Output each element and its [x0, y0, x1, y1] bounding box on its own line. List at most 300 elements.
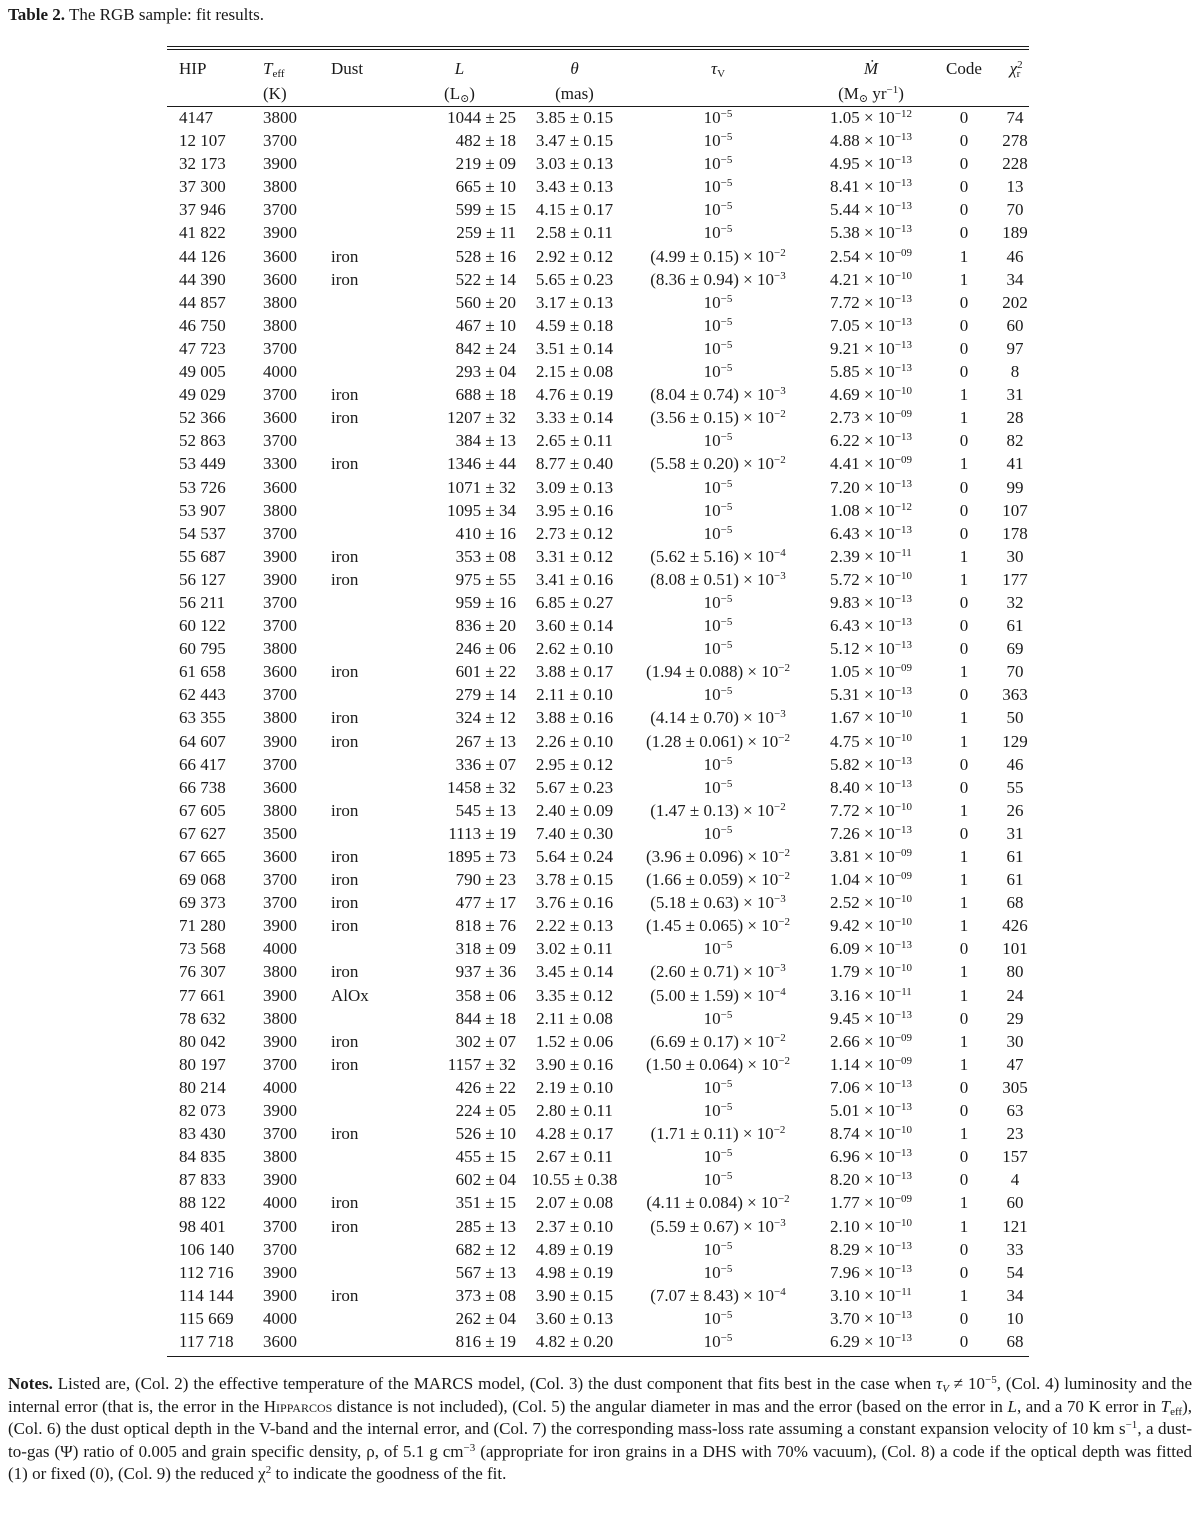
cell-hip: 76 307: [179, 962, 226, 982]
cell-chi: 23: [1006, 1124, 1024, 1144]
cell-dust: iron: [331, 662, 359, 682]
cell-tau: $10^{-5}$: [703, 338, 733, 358]
cell-mdot: $4.41 \times 10^{-09}$: [829, 454, 913, 474]
cell-code: 0: [959, 1101, 969, 1121]
cell-tau: $10^{-5}$: [703, 108, 733, 127]
cell-dust: [331, 129, 403, 152]
cell-tau: $10^{-5}$: [703, 1308, 733, 1328]
cell-code: 0: [959, 200, 969, 220]
table-top-rule-2: [167, 49, 1029, 50]
cell-luminosity: 1113 ± 19: [448, 823, 516, 843]
cell-theta: 8.77 ± 0.40: [535, 454, 614, 474]
cell-hip: 83 430: [179, 1124, 226, 1144]
cell-theta: 2.58 ± 0.11: [536, 223, 613, 243]
cell-code: 1: [959, 385, 969, 405]
cell-luminosity: 267 ± 13: [455, 731, 516, 751]
cell-theta: 3.90 ± 0.16: [535, 1054, 614, 1074]
cell-chi: 61: [1006, 870, 1024, 890]
cell-tau: $(3.96 \pm 0.096) \times 10^{-2}$: [646, 847, 790, 866]
cell-luminosity: 224 ± 05: [455, 1101, 516, 1121]
cell-dust: iron: [331, 893, 359, 913]
cell-code: 0: [959, 639, 969, 659]
cell-hip: 69 068: [179, 870, 226, 890]
cell-theta: 2.15 ± 0.08: [535, 362, 614, 382]
cell-chi: 74: [1006, 108, 1024, 127]
cell-tau: $10^{-5}$: [703, 639, 733, 659]
cell-hip: 69 373: [179, 893, 226, 913]
table-row: [167, 868, 1041, 891]
header-teff-unit: (K): [263, 84, 287, 103]
cell-mdot: $3.81 \times 10^{-09}$: [829, 847, 913, 866]
cell-teff: 4000: [263, 1193, 297, 1213]
header-luminosity-unit: $(L_⊙)$: [444, 84, 475, 105]
table-header: [167, 56, 1041, 106]
cell-hip: 77 661: [179, 985, 226, 1005]
cell-chi: 33: [1006, 1239, 1024, 1259]
cell-tau: $10^{-5}$: [703, 292, 733, 312]
cell-theta: 2.62 ± 0.10: [535, 639, 614, 659]
cell-tau: $(5.59 \pm 0.67) \times 10^{-3}$: [650, 1216, 786, 1236]
cell-teff: 3600: [263, 847, 297, 866]
cell-chi: 426: [1002, 916, 1028, 936]
cell-theta: 3.76 ± 0.16: [535, 893, 614, 913]
cell-theta: 2.22 ± 0.13: [535, 916, 614, 936]
cell-code: 0: [959, 939, 969, 959]
header-tau: [633, 56, 803, 81]
table-row: [167, 845, 1041, 868]
cell-theta: 3.02 ± 0.11: [536, 939, 613, 959]
cell-dust: iron: [331, 1031, 359, 1051]
cell-tau: $10^{-5}$: [703, 1239, 733, 1259]
cell-teff: 3900: [263, 546, 297, 566]
table-row: [167, 706, 1041, 729]
cell-luminosity: 1071 ± 32: [447, 477, 516, 497]
cell-dust: [331, 1076, 403, 1099]
cell-chi: 121: [1002, 1216, 1028, 1236]
cell-luminosity: 246 ± 06: [455, 639, 516, 659]
cell-teff: 3700: [263, 131, 297, 151]
cell-mdot: $7.05 \times 10^{-13}$: [829, 315, 913, 335]
cell-luminosity: 426 ± 22: [455, 1077, 516, 1097]
cell-tau: $(4.11 \pm 0.084) \times 10^{-2}$: [646, 1193, 790, 1213]
cell-mdot: $4.69 \times 10^{-10}$: [829, 385, 913, 405]
cell-mdot: $1.08 \times 10^{-12}$: [829, 500, 913, 520]
cell-hip: 60 122: [179, 616, 226, 636]
table-row: [167, 152, 1041, 175]
cell-code: 1: [959, 1124, 969, 1144]
cell-tau: $(6.69 \pm 0.17) \times 10^{-2}$: [650, 1031, 786, 1051]
cell-dust: [331, 175, 403, 198]
cell-luminosity: 410 ± 16: [455, 523, 516, 543]
cell-mdot: $7.20 \times 10^{-13}$: [829, 477, 913, 497]
table-row: [167, 452, 1041, 475]
cell-theta: 3.33 ± 0.14: [535, 408, 614, 428]
cell-chi: 178: [1002, 523, 1028, 543]
cell-hip: 37 300: [179, 177, 226, 197]
cell-code: 1: [959, 708, 969, 728]
table-row: [167, 637, 1041, 660]
cell-dust: [331, 198, 403, 221]
header-theta: [516, 56, 633, 81]
cell-tau: $(5.62 \pm 5.16) \times 10^{-4}$: [650, 546, 786, 566]
cell-teff: 3800: [263, 1008, 297, 1028]
cell-mdot: $1.14 \times 10^{-09}$: [829, 1054, 913, 1074]
table-row: [167, 1284, 1041, 1307]
cell-tau: $(1.94 \pm 0.088) \times 10^{-2}$: [646, 662, 790, 682]
table-top-rule: [167, 46, 1029, 47]
header-tau-symbol: τ: [710, 59, 718, 78]
cell-mdot: $2.52 \times 10^{-10}$: [829, 893, 913, 913]
cell-teff: 3600: [263, 477, 297, 497]
cell-dust: [331, 753, 403, 776]
cell-luminosity: 816 ± 19: [455, 1331, 516, 1351]
cell-tau: $10^{-5}$: [703, 315, 733, 335]
cell-dust: [331, 476, 403, 499]
cell-chi: 34: [1006, 269, 1024, 289]
cell-mdot: $1.05 \times 10^{-12}$: [829, 108, 913, 127]
cell-tau: $10^{-5}$: [703, 200, 733, 220]
cell-theta: 2.40 ± 0.09: [535, 800, 614, 820]
cell-tau: $10^{-5}$: [703, 477, 733, 497]
cell-hip: 115 669: [179, 1308, 234, 1328]
cell-theta: 2.37 ± 0.10: [535, 1216, 614, 1236]
cell-teff: 3600: [263, 246, 297, 266]
cell-teff: 3600: [263, 777, 297, 797]
cell-code: 0: [959, 1239, 969, 1259]
cell-luminosity: 602 ± 04: [455, 1170, 516, 1190]
cell-theta: 10.55 ± 0.38: [531, 1170, 618, 1190]
cell-hip: 106 140: [179, 1239, 235, 1259]
cell-mdot: $6.96 \times 10^{-13}$: [829, 1147, 913, 1167]
cell-theta: 3.41 ± 0.16: [535, 569, 614, 589]
cell-teff: 3800: [263, 962, 297, 982]
cell-theta: 2.07 ± 0.08: [535, 1193, 614, 1213]
cell-hip: 52 863: [179, 431, 226, 451]
cell-teff: 3600: [263, 1331, 297, 1351]
cell-theta: 2.92 ± 0.12: [535, 246, 614, 266]
cell-mdot: $1.67 \times 10^{-10}$: [829, 708, 913, 728]
cell-tau: $(3.56 \pm 0.15) \times 10^{-2}$: [650, 408, 786, 428]
cell-luminosity: 279 ± 14: [455, 685, 516, 705]
cell-hip: 46 750: [179, 315, 226, 335]
header-hip: HIP: [179, 59, 207, 78]
cell-mdot: $3.10 \times 10^{-11}$: [830, 1285, 912, 1305]
header-dust: Dust: [331, 59, 364, 78]
cell-code: 1: [959, 1193, 969, 1213]
cell-code: 0: [959, 500, 969, 520]
header-tau-sub: V: [717, 68, 726, 80]
cell-dust: [331, 1099, 403, 1122]
cell-theta: 4.98 ± 0.19: [535, 1262, 614, 1282]
cell-mdot: $2.39 \times 10^{-11}$: [830, 546, 912, 566]
cell-mdot: $9.42 \times 10^{-10}$: [829, 916, 913, 936]
table-row: [167, 1191, 1041, 1214]
cell-code: 0: [959, 1331, 969, 1351]
cell-code: 0: [959, 754, 969, 774]
table-row: [167, 799, 1041, 822]
cell-chi: 177: [1002, 569, 1028, 589]
cell-luminosity: 526 ± 10: [455, 1124, 516, 1144]
table-row: [167, 106, 1041, 129]
cell-dust: AlOx: [331, 985, 369, 1005]
cell-mdot: $1.05 \times 10^{-09}$: [829, 662, 913, 682]
cell-theta: 4.15 ± 0.17: [535, 200, 614, 220]
cell-mdot: $5.31 \times 10^{-13}$: [829, 685, 913, 705]
cell-theta: 3.35 ± 0.12: [535, 985, 614, 1005]
cell-tau: $(8.04 \pm 0.74) \times 10^{-3}$: [650, 385, 786, 405]
cell-teff: 3900: [263, 1031, 297, 1051]
cell-tau: $10^{-5}$: [703, 685, 733, 705]
table-row: [167, 1145, 1041, 1168]
cell-code: 1: [959, 246, 969, 266]
header-chi: [989, 56, 1041, 81]
cell-hip: 54 537: [179, 523, 226, 543]
cell-dust: [331, 221, 403, 244]
cell-dust: iron: [331, 800, 359, 820]
cell-luminosity: 1207 ± 32: [447, 408, 516, 428]
cell-chi: 60: [1006, 315, 1024, 335]
table-row: [167, 730, 1041, 753]
cell-teff: 3900: [263, 1285, 297, 1305]
cell-chi: 99: [1006, 477, 1024, 497]
cell-teff: 3800: [263, 292, 297, 312]
cell-theta: 3.51 ± 0.14: [535, 338, 614, 358]
table-row: [167, 129, 1041, 152]
cell-dust: [331, 1168, 403, 1191]
cell-mdot: $3.16 \times 10^{-11}$: [830, 985, 912, 1005]
table-row: [167, 1238, 1041, 1261]
cell-chi: 157: [1002, 1147, 1028, 1167]
cell-luminosity: 545 ± 13: [455, 800, 516, 820]
cell-teff: 3700: [263, 893, 297, 913]
cell-luminosity: 318 ± 09: [455, 939, 516, 959]
cell-theta: 4.82 ± 0.20: [535, 1331, 614, 1351]
cell-tau: $10^{-5}$: [703, 1008, 733, 1028]
cell-hip: 44 390: [179, 269, 226, 289]
cell-mdot: $3.70 \times 10^{-13}$: [829, 1308, 913, 1328]
cell-luminosity: 836 ± 20: [455, 616, 516, 636]
table-bottom-rule: [167, 1356, 1029, 1357]
cell-mdot: $4.75 \times 10^{-10}$: [829, 731, 913, 751]
cell-teff: 3700: [263, 592, 297, 612]
cell-code: 1: [959, 800, 969, 820]
cell-code: 0: [959, 685, 969, 705]
cell-luminosity: 601 ± 22: [455, 662, 516, 682]
table-row: [167, 245, 1041, 268]
cell-theta: 2.65 ± 0.11: [536, 431, 613, 451]
cell-teff: 3900: [263, 985, 297, 1005]
table-row: [167, 1053, 1041, 1076]
cell-chi: 70: [1006, 200, 1024, 220]
cell-tau: $(5.00 \pm 1.59) \times 10^{-4}$: [650, 985, 786, 1005]
cell-tau: $10^{-5}$: [703, 592, 733, 612]
cell-dust: [331, 591, 403, 614]
cell-chi: 228: [1002, 154, 1028, 174]
cell-hip: 117 718: [179, 1331, 234, 1351]
cell-dust: iron: [331, 246, 359, 266]
cell-mdot: $8.40 \times 10^{-13}$: [829, 777, 913, 797]
cell-chi: 31: [1006, 823, 1024, 843]
cell-chi: 69: [1006, 639, 1024, 659]
header-teff-sub: eff: [272, 68, 285, 80]
table-row: [167, 175, 1041, 198]
header-luminosity-symbol: L: [454, 59, 465, 78]
cell-mdot: $5.82 \times 10^{-13}$: [829, 754, 913, 774]
cell-hip: 12 107: [179, 131, 226, 151]
cell-teff: 3700: [263, 616, 297, 636]
cell-tau: $(1.28 \pm 0.061) \times 10^{-2}$: [646, 731, 790, 751]
cell-teff: 3800: [263, 500, 297, 520]
cell-code: 0: [959, 1008, 969, 1028]
cell-tau: $10^{-5}$: [703, 1147, 733, 1167]
cell-luminosity: 336 ± 07: [455, 754, 516, 774]
cell-luminosity: 358 ± 06: [455, 985, 516, 1005]
header-theta-unit: (mas): [555, 84, 594, 103]
cell-code: 1: [959, 870, 969, 890]
cell-luminosity: 959 ± 16: [455, 592, 516, 612]
cell-theta: 2.19 ± 0.10: [535, 1077, 614, 1097]
cell-theta: 4.89 ± 0.19: [535, 1239, 614, 1259]
cell-chi: 29: [1006, 1008, 1024, 1028]
cell-mdot: $5.01 \times 10^{-13}$: [829, 1101, 913, 1121]
cell-luminosity: 975 ± 55: [455, 569, 516, 589]
cell-mdot: $4.21 \times 10^{-10}$: [829, 269, 913, 289]
table-row: [167, 360, 1041, 383]
cell-theta: 2.11 ± 0.10: [536, 685, 613, 705]
cell-chi: 10: [1006, 1308, 1024, 1328]
cell-teff: 3600: [263, 408, 297, 428]
cell-code: 0: [959, 1262, 969, 1282]
cell-tau: $(2.60 \pm 0.71) \times 10^{-3}$: [650, 962, 786, 982]
cell-tau: $(1.47 \pm 0.13) \times 10^{-2}$: [650, 800, 786, 820]
header-chi-sub: r: [1016, 68, 1021, 80]
cell-code: 1: [959, 408, 969, 428]
cell-theta: 3.85 ± 0.15: [535, 108, 614, 127]
cell-chi: 32: [1006, 592, 1024, 612]
cell-dust: [331, 429, 403, 452]
cell-tau: $10^{-5}$: [703, 500, 733, 520]
cell-chi: 46: [1006, 754, 1024, 774]
header-teff-symbol: T: [263, 59, 273, 78]
cell-luminosity: 567 ± 13: [455, 1262, 516, 1282]
cell-chi: 8: [1010, 362, 1020, 382]
cell-theta: 5.67 ± 0.23: [535, 777, 614, 797]
cell-code: 1: [959, 1031, 969, 1051]
cell-mdot: $8.74 \times 10^{-10}$: [829, 1124, 913, 1144]
cell-theta: 4.59 ± 0.18: [535, 315, 614, 335]
notes-label: Notes.: [8, 1374, 53, 1393]
table-row: [167, 1168, 1041, 1191]
cell-mdot: $5.44 \times 10^{-13}$: [829, 200, 913, 220]
cell-tau: $10^{-5}$: [703, 431, 733, 451]
table-row: [167, 568, 1041, 591]
cell-tau: $10^{-5}$: [703, 823, 733, 843]
cell-tau: $10^{-5}$: [703, 777, 733, 797]
cell-mdot: $8.41 \times 10^{-13}$: [829, 177, 913, 197]
cell-teff: 3800: [263, 108, 297, 127]
cell-dust: iron: [331, 454, 359, 474]
cell-chi: 70: [1006, 662, 1024, 682]
cell-dust: [331, 1307, 403, 1330]
cell-theta: 3.88 ± 0.16: [535, 708, 614, 728]
cell-theta: 2.73 ± 0.12: [535, 523, 614, 543]
cell-teff: 3900: [263, 916, 297, 936]
cell-hip: 49 005: [179, 362, 226, 382]
cell-teff: 3700: [263, 870, 297, 890]
table-row: [167, 1122, 1041, 1145]
cell-mdot: $6.43 \times 10^{-13}$: [829, 616, 913, 636]
cell-code: 1: [959, 1285, 969, 1305]
cell-dust: [331, 499, 403, 522]
cell-luminosity: 477 ± 17: [455, 893, 516, 913]
cell-teff: 3900: [263, 154, 297, 174]
cell-chi: 26: [1006, 800, 1024, 820]
cell-teff: 3700: [263, 685, 297, 705]
cell-dust: iron: [331, 708, 359, 728]
table-row: [167, 1076, 1041, 1099]
cell-luminosity: 467 ± 10: [455, 315, 516, 335]
cell-chi: 63: [1006, 1101, 1024, 1121]
cell-tau: $(1.45 \pm 0.065) \times 10^{-2}$: [646, 916, 790, 936]
cell-hip: 37 946: [179, 200, 226, 220]
cell-mdot: $6.29 \times 10^{-13}$: [829, 1331, 913, 1351]
cell-hip: 44 126: [179, 246, 226, 266]
cell-theta: 3.17 ± 0.13: [535, 292, 614, 312]
table-row: [167, 1007, 1041, 1030]
header-row-names: [167, 56, 1041, 81]
cell-dust: iron: [331, 385, 359, 405]
cell-hip: 4147: [179, 108, 213, 127]
cell-mdot: $7.96 \times 10^{-13}$: [829, 1262, 913, 1282]
cell-dust: [331, 152, 403, 175]
cell-chi: 31: [1006, 385, 1024, 405]
cell-tau: $10^{-5}$: [703, 1262, 733, 1282]
cell-mdot: $6.22 \times 10^{-13}$: [829, 431, 913, 451]
cell-luminosity: 324 ± 12: [455, 708, 516, 728]
cell-mdot: $1.04 \times 10^{-09}$: [829, 870, 913, 890]
cell-luminosity: 1044 ± 25: [447, 108, 516, 127]
cell-mdot: $1.77 \times 10^{-09}$: [829, 1193, 913, 1213]
cell-tau: $10^{-5}$: [703, 523, 733, 543]
cell-theta: 5.65 ± 0.23: [535, 269, 614, 289]
cell-code: 0: [959, 1170, 969, 1190]
cell-mdot: $1.79 \times 10^{-10}$: [829, 962, 913, 982]
cell-tau: $(8.08 \pm 0.51) \times 10^{-3}$: [650, 569, 786, 589]
cell-theta: 6.85 ± 0.27: [535, 592, 614, 612]
cell-dust: [331, 937, 403, 960]
cell-teff: 3700: [263, 385, 297, 405]
cell-luminosity: 688 ± 18: [455, 385, 516, 405]
cell-luminosity: 842 ± 24: [455, 338, 516, 358]
cell-theta: 3.03 ± 0.13: [535, 154, 614, 174]
cell-mdot: $8.29 \times 10^{-13}$: [829, 1239, 913, 1259]
cell-hip: 84 835: [179, 1147, 226, 1167]
cell-teff: 4000: [263, 362, 297, 382]
cell-hip: 49 029: [179, 385, 226, 405]
cell-mdot: $7.72 \times 10^{-10}$: [829, 800, 913, 820]
cell-luminosity: 1895 ± 73: [447, 847, 516, 866]
cell-dust: iron: [331, 1124, 359, 1144]
cell-code: 1: [959, 985, 969, 1005]
cell-dust: [331, 360, 403, 383]
cell-theta: 4.76 ± 0.19: [535, 385, 614, 405]
cell-dust: [331, 337, 403, 360]
cell-luminosity: 844 ± 18: [455, 1008, 516, 1028]
cell-tau: $(1.50 \pm 0.064) \times 10^{-2}$: [646, 1054, 790, 1074]
cell-luminosity: 1458 ± 32: [447, 777, 516, 797]
cell-dust: [331, 1238, 403, 1261]
cell-dust: [331, 637, 403, 660]
